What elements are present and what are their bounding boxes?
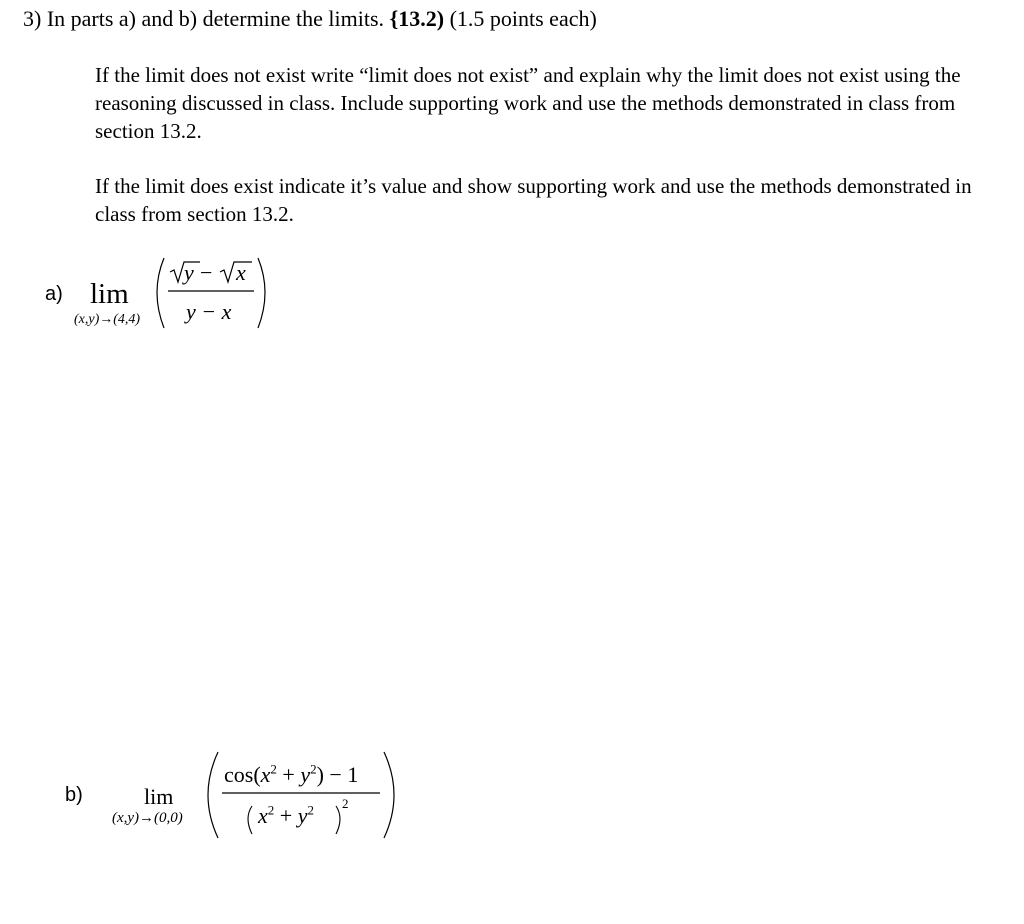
part-b-numerator <box>224 762 358 788</box>
part-b-right-paren <box>384 752 394 838</box>
part-b-label: b) <box>65 784 83 806</box>
part-b-den-left-paren <box>248 806 252 834</box>
instruction-exist: If the limit does exist indicate it’s value and show supporting work and use the methods demonstrated in class from section 13.2. <box>95 174 972 226</box>
part-b-num-x-exp: 2 <box>270 761 277 777</box>
part-b-denominator <box>258 803 314 829</box>
heading-points: (1.5 points each) <box>444 6 597 31</box>
part-b-num-y: y <box>300 762 311 787</box>
part-b-num-y-exp: 2 <box>310 761 317 777</box>
part-a-left-paren <box>157 258 164 328</box>
heading-prefix: 3) In parts a) and b) determine the limits. <box>23 6 390 31</box>
part-b-cos: cos( <box>224 762 261 787</box>
part-a-right-paren <box>258 258 265 328</box>
part-b-den-plus: + <box>274 803 298 828</box>
part-b-num-x: x <box>260 762 271 787</box>
part-b-den-right-paren <box>336 806 340 834</box>
part-a-numerator-minus: − <box>200 260 213 285</box>
part-a-label: a) <box>45 283 63 305</box>
instruction-not-exist: If the limit does not exist write “limit does not exist” and explain why the limit does not exist using the reasoning discussed in class. Include supporting work and use the methods demonstrated in class from section 13.2. <box>95 63 961 143</box>
part-b-den-y: y <box>297 803 308 828</box>
part-a-numerator-y: y <box>184 260 194 285</box>
part-a-denominator: y − x <box>186 299 232 324</box>
part-b-lim: lim <box>144 784 174 809</box>
heading-section: {13.2) <box>389 6 445 31</box>
part-b-num-plus: + <box>276 762 301 787</box>
part-b-den-x: x <box>258 803 268 828</box>
part-b-left-paren <box>208 752 218 838</box>
part-b-approach: (x,y)→(0,0) <box>112 810 183 826</box>
part-b-num-close: ) − 1 <box>316 762 359 787</box>
part-b-den-y-exp: 2 <box>307 802 314 818</box>
part-a-numerator-x: x <box>236 260 246 285</box>
part-b-den-x-exp: 2 <box>267 802 275 818</box>
part-b-den-outer-exp: 2 <box>342 796 349 811</box>
part-a-lim: lim <box>90 278 129 310</box>
part-a-approach: (x,y)→(4,4) <box>74 312 141 327</box>
